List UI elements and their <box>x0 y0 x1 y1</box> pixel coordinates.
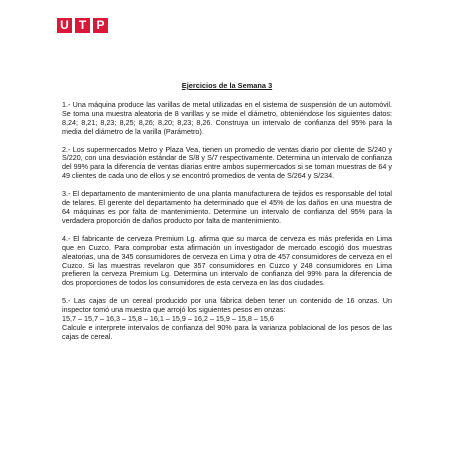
exercise-1-text: 1.- Una máquina produce las varillas de metal utilizadas en el sistema de suspensión de un automóvil. Se toma una muestra aleatoria de 8 varillas y se mide el diámetro, obteniéndose los siguientes datos: 8,24; 8,21; 8,23; 8,25; 8,26; 8,20; 8,23; 8,26. Construya un intervalo de confianza del 95% para la media del diámetro de la varilla (Parámetro). <box>62 99 392 136</box>
exercise-2 <box>62 146 392 182</box>
exercise-3-text: 3.- El departamento de mantenimiento de una planta manufacturera de tejidos es responsable del total de telares. El gerente del departamento ha determinado que el 45% de los daños en una muestra de 64 máquinas es por falta de mantenimiento. Determine un intervalo de confianza del 95% para la verdadera proporción de daños producto por falta de mantenimiento. <box>62 189 392 225</box>
exercise-1 <box>62 101 392 137</box>
exercise-5-data: 15,7 – 15,7 – 16,3 – 15,8 – 16,1 – 15,9 – 16,2 – 15,9 – 15,8 – 15,6 <box>62 314 274 324</box>
exercise-2-text: 2.- Los supermercados Metro y Plaza Vea, tienen un promedio de ventas diario por cliente de S/240 y S/220, con una desviación estándar de S/8 y S/7 respectivamente. Determina un intervalo de confianza del 99% para la diferencia de ventas diarias entre ambos supermercados si se toman muestras de 64 y 49 clientes de cada uno de ellos y se encontró promedios de venta de S/264 y S/234. <box>62 144 392 181</box>
document-title: Ejercicios de la Semana 3 <box>181 81 273 90</box>
utp-logo <box>57 18 108 33</box>
logo-letter-u: U <box>57 18 72 33</box>
exercise-4-text: 4.- El fabricante de cerveza Premium Lg. afirma que su marca de cerveza es más preferida en Lima que en Cuzco. Para comprobar esta afirmación un investigador de mercado escogió dos muestras aleatorias, una de 345 consumidores de cerveza en Lima y otra de 457 consumidores de cerveza en el Cuzco. Si las muestras revelaron que 357 consumidores en Cuzco y 248 consumidores en Lima prefieren la cerveza Premium Lg. Determina un intervalo de confianza del 99% para la diferencia de dos proporciones de todos los consumidores de esta cerveza en las dos ciudades. <box>62 233 392 288</box>
exercise-4 <box>62 235 392 288</box>
logo-letter-t: T <box>75 18 90 33</box>
exercise-3 <box>62 190 392 226</box>
exercise-5-statement: 5.- Las cajas de un cereal producido por una fábrica deben tener un contenido de 16 onzas. Un inspector tomó una muestra que arrojó los siguientes pesos en onzas: <box>62 296 392 315</box>
exercise-5 <box>62 297 392 342</box>
logo-letter-p: P <box>93 18 108 33</box>
exercise-5-question: Calcule e interprete intervalos de confianza del 90% para la varianza poblacional de los pesos de las cajas de cereal. <box>62 322 392 341</box>
document-body <box>62 82 392 351</box>
